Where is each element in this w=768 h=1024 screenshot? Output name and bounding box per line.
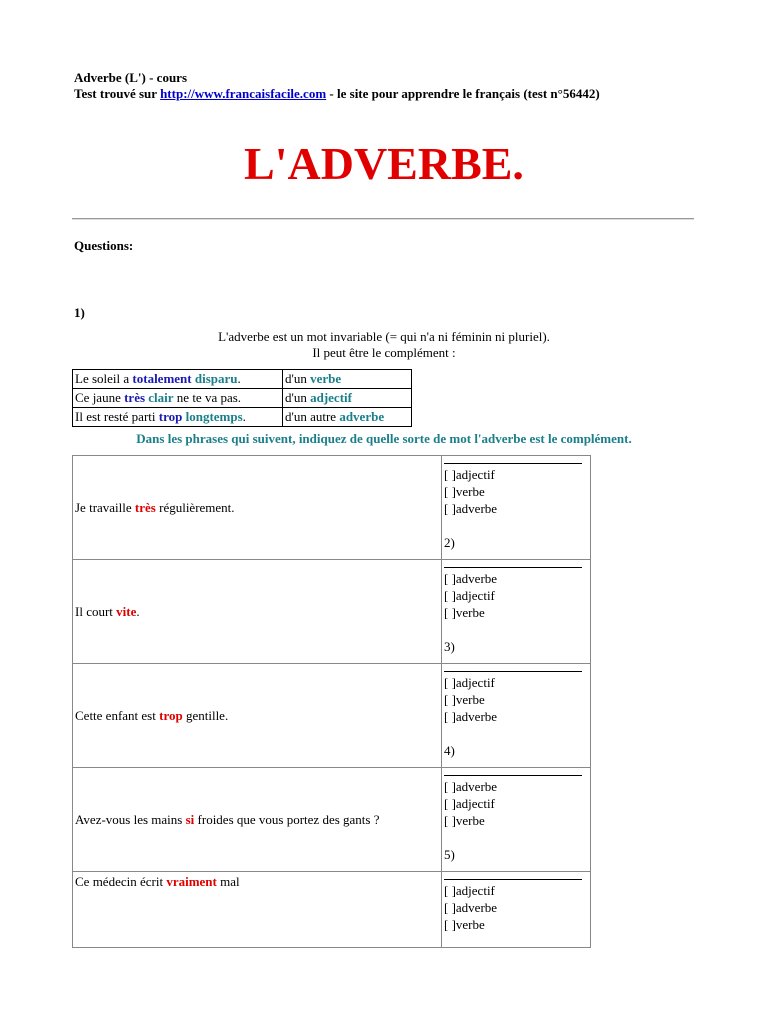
sentence-text: . bbox=[237, 371, 241, 386]
answer-line bbox=[444, 463, 582, 464]
example-complement bbox=[283, 389, 412, 408]
answer-option[interactable]: [ ]adverbe bbox=[444, 900, 498, 915]
answer-options bbox=[442, 456, 591, 560]
adverb-word: trop bbox=[158, 409, 183, 424]
complement-type: adjectif bbox=[310, 390, 352, 405]
question-number-1: 1) bbox=[74, 305, 85, 320]
answer-option[interactable]: [ ]verbe bbox=[444, 917, 485, 932]
sentence-text: régulièrement. bbox=[155, 499, 235, 515]
sentence-text: ne te va pas. bbox=[173, 390, 242, 405]
answer-option[interactable]: [ ]adverbe bbox=[444, 501, 498, 516]
header-prefix: Test trouvé sur bbox=[74, 86, 161, 101]
complement-type: verbe bbox=[310, 371, 342, 386]
horizontal-divider bbox=[72, 218, 694, 220]
answer-option[interactable]: [ ]adjectif bbox=[444, 883, 495, 898]
answer-option[interactable]: [ ]adjectif bbox=[444, 588, 495, 603]
adverb-word: si bbox=[185, 811, 195, 827]
question-row bbox=[73, 560, 591, 664]
answer-option[interactable]: [ ]verbe bbox=[444, 813, 485, 828]
example-row bbox=[73, 389, 412, 408]
sentence-text: . bbox=[136, 603, 140, 619]
answer-options bbox=[442, 664, 591, 768]
intro-text bbox=[0, 329, 768, 361]
sentence-text: mal bbox=[216, 874, 240, 889]
sentence-text: froides que vous portez des gants ? bbox=[194, 811, 380, 827]
instruction-text: Dans les phrases qui suivent, indiquez de quelle sorte de mot l'adverbe est le complément. bbox=[136, 431, 632, 446]
complemented-word: longtemps bbox=[185, 409, 243, 424]
complement-type: adverbe bbox=[339, 409, 385, 424]
example-sentence bbox=[73, 408, 283, 427]
intro-line-1: L'adverbe est un mot invariable (= qui n'a ni féminin ni pluriel). bbox=[218, 329, 550, 344]
next-question-number: 2) bbox=[444, 535, 455, 550]
example-row bbox=[73, 408, 412, 427]
complemented-word: clair bbox=[148, 390, 174, 405]
sentence-text: Ce médecin écrit bbox=[75, 874, 167, 889]
answer-option[interactable]: [ ]adjectif bbox=[444, 796, 495, 811]
sentence-text: Il court bbox=[75, 603, 117, 619]
header-title: Adverbe (L') - cours bbox=[74, 70, 188, 85]
answer-options bbox=[442, 872, 591, 948]
document-header bbox=[74, 70, 674, 102]
question-sentence bbox=[73, 560, 442, 664]
complemented-word: disparu bbox=[194, 371, 238, 386]
example-row bbox=[73, 370, 412, 389]
question-row bbox=[73, 456, 591, 560]
header-source bbox=[74, 86, 674, 102]
page-title: L'ADVERBE. bbox=[244, 138, 524, 189]
sentence-text: Je travaille bbox=[75, 499, 135, 515]
question-sentence bbox=[73, 768, 442, 872]
intro-line-2: Il peut être le complément : bbox=[312, 345, 456, 360]
examples-table bbox=[72, 369, 412, 427]
example-complement bbox=[283, 370, 412, 389]
answer-option[interactable]: [ ]adverbe bbox=[444, 571, 498, 586]
next-question-number: 4) bbox=[444, 743, 455, 758]
sentence-text: Cette enfant est bbox=[75, 707, 160, 723]
answer-option[interactable]: [ ]adjectif bbox=[444, 675, 495, 690]
adverb-word: très bbox=[134, 499, 156, 515]
answer-options bbox=[442, 768, 591, 872]
adverb-word: vraiment bbox=[166, 874, 217, 889]
answer-option[interactable]: [ ]verbe bbox=[444, 692, 485, 707]
complement-prefix: d'un autre bbox=[285, 409, 340, 424]
adverb-word: vite bbox=[116, 603, 137, 619]
question-sentence bbox=[73, 664, 442, 768]
answer-line bbox=[444, 879, 582, 880]
questions-label: Questions: bbox=[74, 238, 134, 253]
sentence-text: Ce jaune bbox=[75, 390, 125, 405]
example-complement bbox=[283, 408, 412, 427]
question-row bbox=[73, 768, 591, 872]
answer-options bbox=[442, 560, 591, 664]
adverb-word: trop bbox=[159, 707, 183, 723]
question-row bbox=[73, 872, 591, 948]
answer-option[interactable]: [ ]adjectif bbox=[444, 467, 495, 482]
sentence-text: Le soleil a bbox=[75, 371, 133, 386]
adverb-word: très bbox=[124, 390, 146, 405]
header-suffix: - le site pour apprendre le français (test n°56442) bbox=[326, 86, 600, 101]
sentence-text: . bbox=[242, 409, 246, 424]
sentence-text: Il est resté parti bbox=[75, 409, 159, 424]
question-sentence bbox=[73, 456, 442, 560]
questions-table bbox=[72, 455, 591, 948]
sentence-text: Avez-vous les mains bbox=[75, 811, 186, 827]
next-question-number: 5) bbox=[444, 847, 455, 862]
answer-line bbox=[444, 775, 582, 776]
question-row bbox=[73, 664, 591, 768]
question-sentence bbox=[73, 872, 442, 948]
answer-line bbox=[444, 671, 582, 672]
adverb-word: totalement bbox=[132, 371, 192, 386]
answer-line bbox=[444, 567, 582, 568]
example-sentence bbox=[73, 389, 283, 408]
next-question-number: 3) bbox=[444, 639, 455, 654]
answer-option[interactable]: [ ]verbe bbox=[444, 605, 485, 620]
sentence-text: gentille. bbox=[182, 707, 229, 723]
answer-option[interactable]: [ ]adverbe bbox=[444, 709, 498, 724]
complement-prefix: d'un bbox=[285, 371, 311, 386]
example-sentence bbox=[73, 370, 283, 389]
answer-option[interactable]: [ ]adverbe bbox=[444, 779, 498, 794]
site-link[interactable]: http://www.francaisfacile.com bbox=[160, 86, 327, 101]
answer-option[interactable]: [ ]verbe bbox=[444, 484, 485, 499]
complement-prefix: d'un bbox=[285, 390, 311, 405]
